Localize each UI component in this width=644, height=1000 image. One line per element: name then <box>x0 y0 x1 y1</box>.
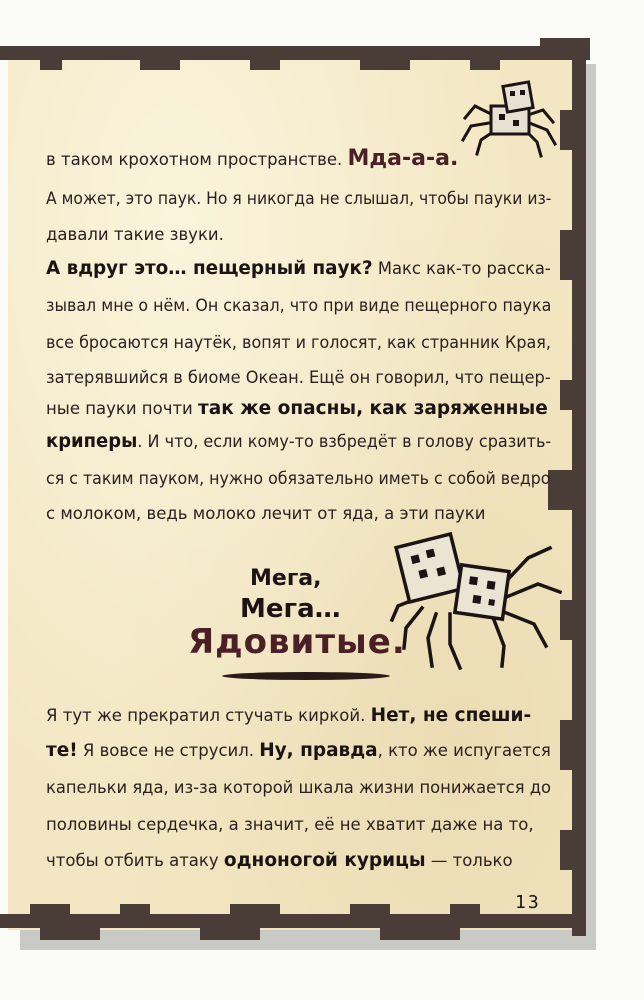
headline-underline <box>222 672 390 680</box>
text-segment: ся с таким пауком, нужно обязательно иметь с собой ведро <box>46 469 551 488</box>
text-segment: Макс как-то расска- <box>372 259 551 278</box>
text-line <box>46 850 513 871</box>
pixel-border-right <box>548 470 572 510</box>
small-spider-icon <box>455 76 565 162</box>
text-line <box>46 431 551 452</box>
pixel-border-bottom <box>120 904 150 914</box>
pixel-border-top <box>140 60 180 70</box>
text-line <box>46 705 531 726</box>
text-segment: , кто же испугается <box>377 741 551 760</box>
text-segment-bold: криперы <box>46 431 138 452</box>
pixel-border-top <box>0 46 590 60</box>
pixel-border-top <box>360 60 410 70</box>
pixel-border-bottom <box>200 928 260 940</box>
pixel-border-right <box>560 380 572 410</box>
pixel-border-bottom <box>380 928 460 940</box>
text-segment-bold: А вдруг это… пещерный паук? <box>46 258 373 279</box>
text-segment: половины сердечка, а значит, её не хватит даже на то, <box>46 815 534 834</box>
pixel-border-right <box>560 830 572 870</box>
pixel-border-bottom <box>30 904 70 914</box>
pixel-border-top <box>40 60 62 70</box>
text-segment-bold: Ну, правда <box>259 740 378 761</box>
text-segment: в таком крохотном пространстве. <box>46 150 348 169</box>
text-segment-bold: Нет, не спеши- <box>370 705 532 726</box>
pixel-border-bottom <box>0 914 586 928</box>
text-segment: Я вовсе не струсил. <box>77 741 260 760</box>
text-line <box>46 368 551 387</box>
pixel-border-top <box>470 60 500 70</box>
text-line <box>46 258 551 279</box>
text-line <box>46 333 551 352</box>
headline-line-1: Мега, <box>250 566 322 591</box>
text-segment: затерявшийся в биоме Океан. Ещё он говорил, что пещер- <box>46 368 551 387</box>
text-line <box>46 815 534 834</box>
pixel-border-bottom <box>40 928 100 940</box>
text-segment: с молоком, ведь молоко лечит от яда, а эти пауки <box>46 504 486 523</box>
text-segment: капельки яда, из-за которой шкала жизни понижается до <box>46 778 552 797</box>
text-line <box>46 740 551 761</box>
page-number: 13 <box>515 892 541 913</box>
text-segment: давали такие звуки. <box>46 225 224 244</box>
pixel-border-bottom <box>350 904 390 914</box>
parchment-background <box>8 48 574 930</box>
text-line <box>46 146 458 171</box>
text-line <box>46 225 224 244</box>
text-line <box>46 778 551 797</box>
text-segment: — только <box>425 851 513 870</box>
text-line <box>46 296 551 315</box>
text-line <box>46 469 550 488</box>
text-line <box>46 189 551 208</box>
text-segment: все бросаются наутёк, вопят и голосят, как странник Края, <box>46 333 551 352</box>
text-segment: зывал мне о нём. Он сказал, что при виде пещерного паука <box>46 296 552 315</box>
text-segment-emphasis: Мда-а-а. <box>347 146 459 171</box>
text-segment-bold: так же опасны, как заряженные <box>198 398 548 419</box>
text-segment-bold: одноногой курицы <box>223 850 426 871</box>
pixel-border-bottom <box>230 904 280 914</box>
text-segment: . И что, если кому-то взбредёт в голову сразить- <box>137 432 552 451</box>
text-line <box>46 504 486 523</box>
pixel-border-bottom <box>450 904 480 914</box>
text-segment: Я тут же прекратил стучать киркой. <box>46 706 371 725</box>
page-shadow <box>20 930 596 950</box>
text-segment: ные пауки почти <box>46 399 199 418</box>
text-segment-bold: те! <box>46 740 78 761</box>
text-segment: А может, это паук. Но я никогда не слышал, чтобы пауки из- <box>46 189 552 208</box>
pixel-border-top <box>250 60 280 70</box>
text-line <box>46 398 548 419</box>
pixel-border-right <box>572 46 586 936</box>
cave-spiders-icon <box>388 528 566 674</box>
headline-line-3: Ядовитые. <box>188 622 406 662</box>
pixel-border-right <box>560 720 572 770</box>
pixel-border-right <box>560 230 572 280</box>
text-segment: чтобы отбить атаку <box>46 851 224 870</box>
headline-line-2: Мега… <box>240 594 341 624</box>
